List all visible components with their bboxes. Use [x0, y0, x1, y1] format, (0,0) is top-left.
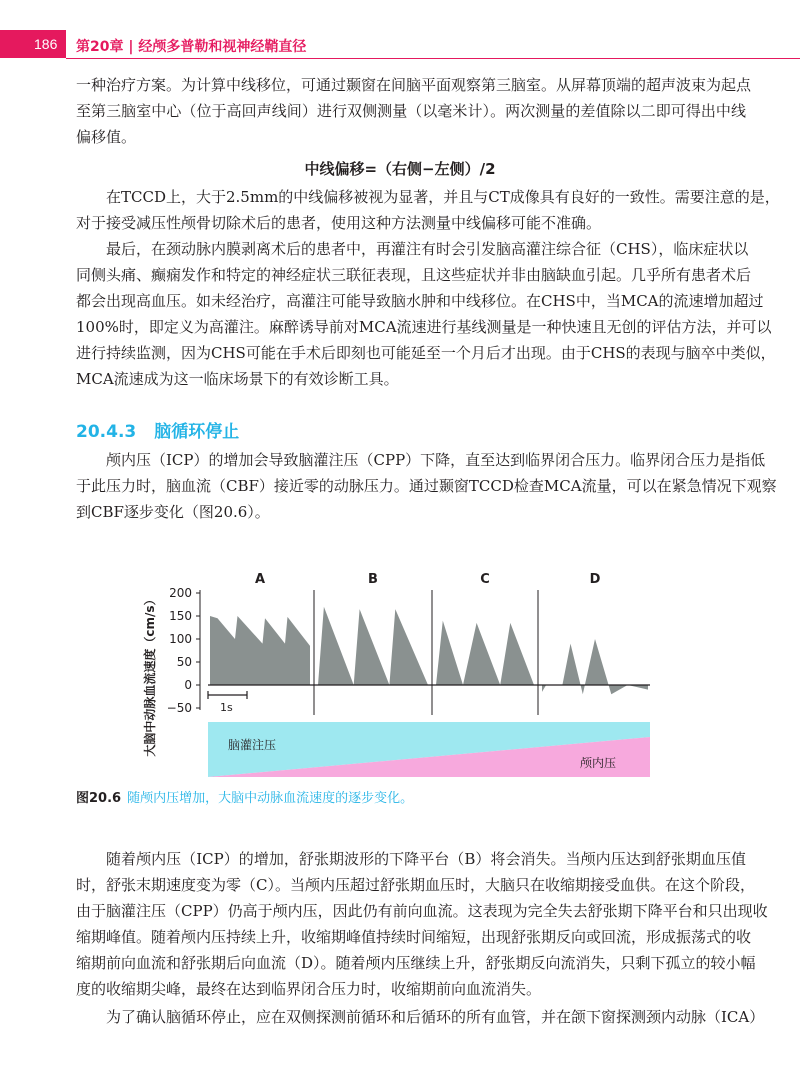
- text-line: 时，舒张末期速度变为零（C）。当颅内压超过舒张期血压时，大脑只在收缩期接受血供。在这个阶段，: [76, 876, 755, 894]
- text-line: 对于接受减压性颅骨切除术后的患者，使用这种方法测量中线偏移可能不准确。: [76, 214, 602, 232]
- page-number: 186: [34, 36, 58, 52]
- text-line: 到CBF逐步变化（图20.6）。: [76, 503, 270, 521]
- y-tick-label: 50: [176, 655, 192, 669]
- y-axis-ticks: [167, 586, 200, 715]
- panel-label: D: [589, 572, 601, 587]
- waveform-panel-a: [210, 616, 310, 685]
- figure-label: 图20.6: [76, 791, 122, 806]
- tccd-paragraph: [76, 184, 780, 236]
- scale-bar: [208, 691, 247, 714]
- panel-label: C: [480, 572, 490, 587]
- waveforms: [210, 607, 648, 694]
- text-line: 100%时，即定义为高灌注。麻醉诱导前对MCA流速进行基线测量是一种快速且无创的评估方法，并可以: [76, 318, 772, 336]
- text-line: 颅内压（ICP）的增加会导致脑灌注压（CPP）下降，直至达到临界闭合压力。临界闭合压力是指低: [106, 451, 766, 469]
- scale-bar-label: 1s: [220, 701, 233, 714]
- icp-label: 颅内压: [580, 756, 617, 770]
- y-tick-label: 0: [184, 678, 192, 692]
- text-line: 为了确认脑循环停止，应在双侧探测前循环和后循环的所有血管，并在颌下窗探测颈内动脉（ICA）: [106, 1008, 765, 1026]
- panel-dividers: [314, 590, 538, 715]
- text-line: MCA流速成为这一临床场景下的有效诊断工具。: [76, 370, 399, 388]
- text-line: 随着颅内压（ICP）的增加，舒张期波形的下降平台（B）将会消失。当颅内压达到舒张期血压值: [106, 850, 746, 868]
- continued-paragraph: [76, 846, 768, 1002]
- text-line: 缩期前向血流和舒张期后向血流（D）。随着颅内压继续上升，舒张期反向流消失，只剩下孤立的较小幅: [76, 954, 756, 972]
- section-number: 20.4.3: [76, 422, 137, 442]
- panel-label: A: [254, 572, 266, 587]
- last-paragraph: [76, 1004, 765, 1030]
- icp-paragraph: [76, 447, 777, 525]
- text-line: 都会出现高血压。如未经治疗，高灌注可能导致脑水肿和中线移位。在CHS中，当MCA的流速增加超过: [76, 292, 764, 310]
- text-line: 一种治疗方案。为计算中线移位，可通过颞窗在间脑平面观察第三脑室。从屏幕顶端的超声波束为起点: [76, 76, 752, 94]
- figure-20-6: [140, 565, 660, 780]
- y-tick-label: −50: [166, 701, 192, 715]
- chapter-title: 第20章 | 经颅多普勒和视神经鞘直径: [76, 39, 307, 55]
- figure-caption-text: 随颅内压增加，大脑中动脉血流速度的逐步变化。: [127, 791, 414, 806]
- cpp-label: 脑灌注压: [228, 738, 277, 752]
- text-line: 至第三脑室中心（位于高回声线间）进行双侧测量（以毫米计）。两次测量的差值除以二即可得出中线: [76, 102, 746, 120]
- waveform-panel-d: [542, 639, 648, 694]
- section-title: 脑循环停止: [154, 422, 240, 442]
- header-rule: [66, 58, 800, 59]
- chs-paragraph: [76, 236, 776, 392]
- text-line: 由于脑灌注压（CPP）仍高于颅内压，因此仍有前向血流。这表现为完全失去舒张期下降平台和只出现收: [76, 902, 768, 920]
- text-line: 偏移值。: [76, 128, 137, 146]
- y-tick-label: 150: [169, 609, 192, 623]
- waveform-panel-b: [318, 607, 428, 685]
- text-line: 度的收缩期尖峰，最终在达到临界闭合压力时，收缩期前向血流消失。: [76, 980, 542, 998]
- panel-labels: [255, 572, 601, 587]
- figure-caption: [76, 787, 413, 806]
- panel-label: B: [368, 572, 378, 587]
- y-tick-label: 100: [169, 632, 192, 646]
- text-line: 在TCCD上，大于2.5mm的中线偏移被视为显著，并且与CT成像具有良好的一致性。需要注意的是，: [106, 188, 780, 206]
- intro-paragraph: [76, 72, 752, 150]
- midline-shift-formula: 中线偏移=（右侧−左侧）/2: [304, 160, 496, 178]
- section-heading: [76, 417, 239, 442]
- text-line: 缩期峰值。随着颅内压持续上升，收缩期峰值持续时间缩短，出现舒张期反向或回流，形成振荡式的收: [76, 928, 752, 946]
- text-line: 于此压力时，脑血流（CBF）接近零的动脉压力。通过颞窗TCCD检查MCA流量，可以在紧急情况下观察: [76, 477, 777, 495]
- y-axis-label: 大脑中动脉血流速度（cm/s）: [143, 593, 157, 757]
- text-line: 同侧头痛、癫痫发作和特定的神经症状三联征表现，且这些症状并非由脑缺血引起。几乎所有患者术后: [76, 266, 752, 284]
- text-line: 进行持续监测，因为CHS可能在手术后即刻也可能延至一个月后才出现。由于CHS的表现与脑卒中类似，: [76, 344, 776, 362]
- waveform-panel-c: [436, 621, 534, 685]
- text-line: 最后，在颈动脉内膜剥离术后的患者中，再灌注有时会引发脑高灌注综合征（CHS），临床症状以: [106, 240, 749, 258]
- y-tick-label: 200: [169, 586, 192, 600]
